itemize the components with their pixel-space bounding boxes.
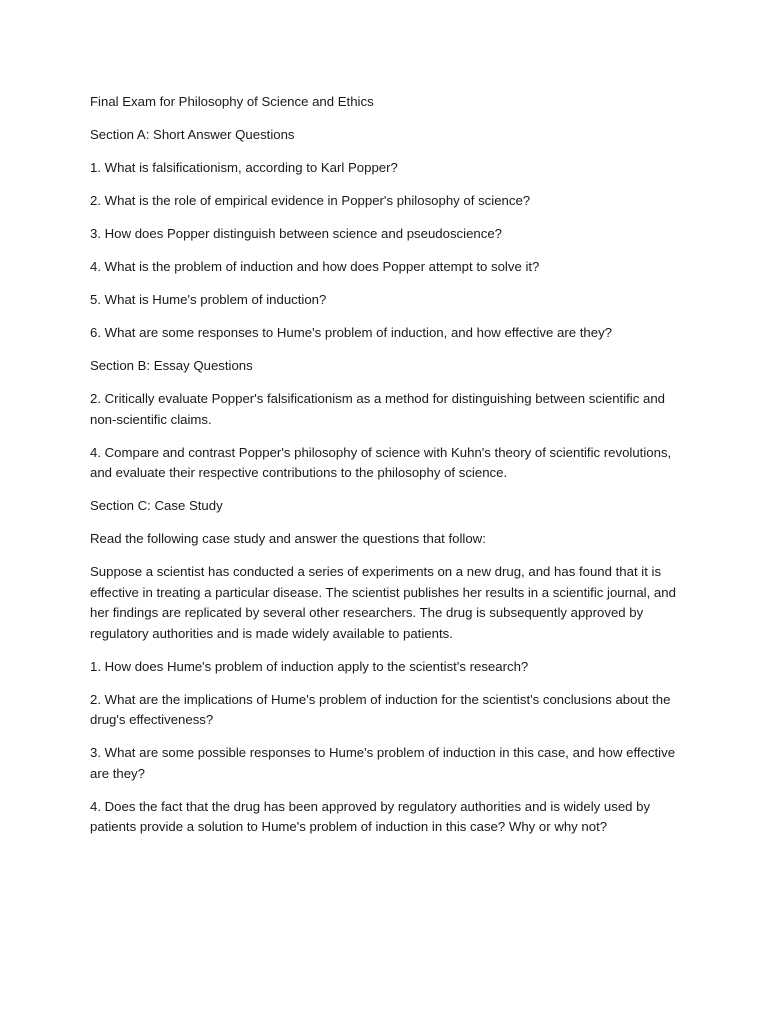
section-b-heading: Section B: Essay Questions xyxy=(90,358,253,373)
section-c-question: 1. How does Hume's problem of induction apply to the scientist's research? xyxy=(90,658,529,674)
section-a-heading: Section A: Short Answer Questions xyxy=(90,127,295,142)
section-a-question: 4. What is the problem of induction and how does Popper attempt to solve it? xyxy=(90,259,540,274)
section-c-question: 3. What are some possible responses to Hume's problem of induction in this case, and how effective are they? xyxy=(90,745,676,781)
document-body xyxy=(90,92,682,850)
section-c-question: 2. What are the implications of Hume's problem of induction for the scientist's conclusions about the drug's effectiveness? xyxy=(90,691,671,727)
case-study-paragraph: Suppose a scientist has conducted a series of experiments on a new drug, and has found that it is effective in treating a particular disease. The scientist publishes her results in a scientific journal, and her findings are replicated by several other researchers. The drug is subsequently approved by regulatory authorities and is made widely available to patients. xyxy=(90,564,676,641)
section-b-question: 2. Critically evaluate Popper's falsificationism as a method for distinguishing between scientific and non-scientific claims. xyxy=(90,391,666,427)
section-a-question: 5. What is Hume's problem of induction? xyxy=(90,292,327,307)
section-c-question: 4. Does the fact that the drug has been approved by regulatory authorities and is widely used by patients provide a solution to Hume's problem of induction in this case? Why or why not? xyxy=(90,798,651,834)
section-a-question: 3. How does Popper distinguish between science and pseudoscience? xyxy=(90,226,503,241)
exam-title: Final Exam for Philosophy of Science and Ethics xyxy=(90,94,374,109)
section-c-instruction: Read the following case study and answer the questions that follow: xyxy=(90,531,486,546)
section-a-question: 1. What is falsificationism, according to Karl Popper? xyxy=(90,160,398,175)
section-b-question: 4. Compare and contrast Popper's philosophy of science with Kuhn's theory of scientific revolutions, and evaluate their respective contributions to the philosophy of science. xyxy=(90,444,672,480)
section-c-heading: Section C: Case Study xyxy=(90,498,223,513)
section-a-question: 6. What are some responses to Hume's problem of induction, and how effective are they? xyxy=(90,325,612,340)
section-a-question: 2. What is the role of empirical evidence in Popper's philosophy of science? xyxy=(90,193,531,208)
